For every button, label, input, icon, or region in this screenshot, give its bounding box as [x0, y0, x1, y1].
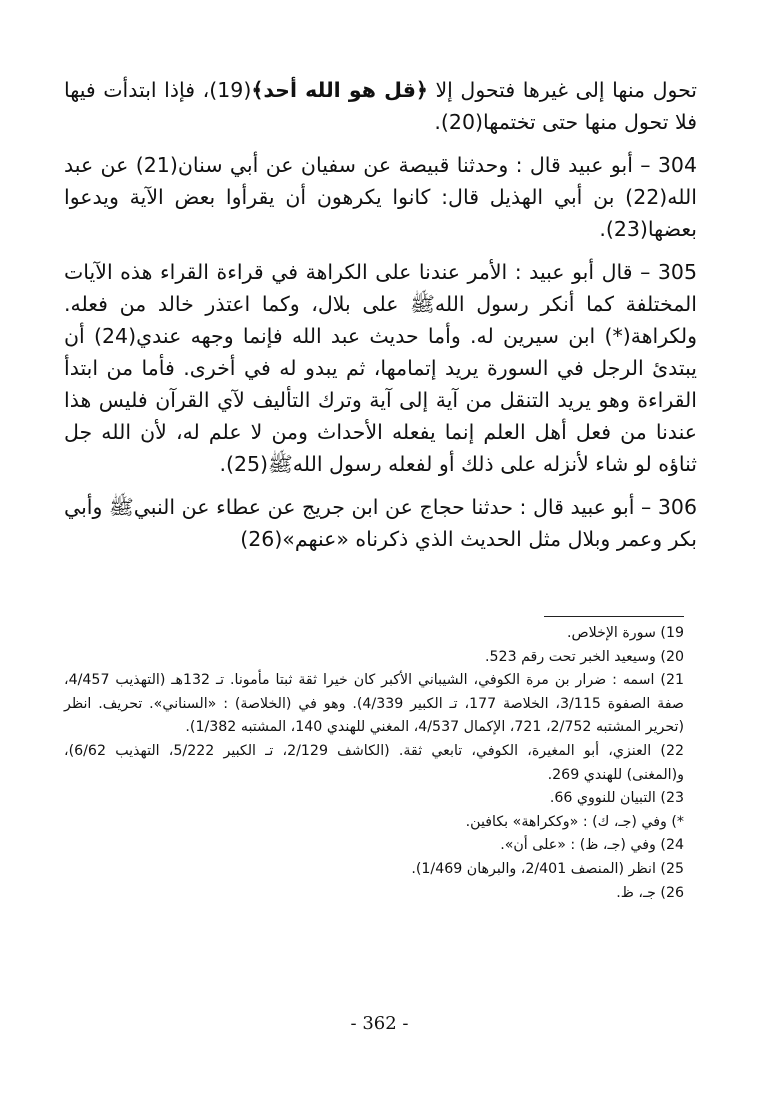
footnote-separator: [544, 616, 684, 617]
footnote-24: 24) وفي (جـ، ظ) : «على أن».: [500, 837, 684, 854]
footnote-22: 22) العنزي، أبو المغيرة، الكوفي، تابعي ثقة. (الكاشف 2/129، تـ الكبير 5/222، التهذيب 6/62)، و(المغنى) للهندي 269.: [64, 742, 684, 783]
continuation-text-before: تحول منها إلى غيرها فتحول إلا: [427, 78, 698, 102]
page-number: - 362 -: [350, 1013, 409, 1034]
paragraph-305: 305 – قال أبو عبيد : الأمر عندنا على الكراهة في قراءة القراء هذه الآيات المختلفة كما أنكر رسول اللهﷺ على بلال، وكما اعتذر خالد من فعله. ولكراهة(*) ابن سيرين له. وأما حديث عبد الله فإنما وجهه عندي(24) أن يبتدئ الرجل في السورة يريد إتمامها، ثم يبدو له في أخرى. فأما من ابتدأ القراءة وهو يريد التنقل من آية إلى آية وترك التأليف لآي القرآن فليس هذا عندنا من فعل أهل العلم إنما يفعله الأحداث ومن لا علم له، لأن الله جل ثناؤه لو شاء لأنزله على ذلك أو لفعله رسول اللهﷺ(25).: [64, 260, 698, 476]
footnote-26: 26) جـ، ظ.: [616, 884, 684, 901]
footnotes: [64, 622, 684, 905]
quran-quote: ﴿قل هو الله أحد﴾: [251, 78, 428, 102]
footnote-20: 20) وسيعيد الخبر تحت رقم 523.: [485, 648, 684, 665]
footnote-star: *) وفي (جـ، ك) : «وككراهة» بكافين.: [465, 813, 684, 830]
footnote-25: 25) انظر (المنصف 2/401، والبرهان 1/469).: [411, 860, 684, 877]
continuation-text-after: (19)، فإذا ابتدأت فيها فلا تحول منها حتى تختمها(20).: [64, 78, 697, 134]
main-text: [64, 74, 697, 555]
paragraph-continuation: [64, 74, 697, 138]
paragraph-306: 306 – أبو عبيد قال : حدثنا حجاج عن ابن جريج عن عطاء عن النبيﷺ وأبي بكر وعمر وبلال مثل الحديث الذي ذكرناه «عنهم»(26): [64, 495, 697, 551]
paragraph-304: 304 – أبو عبيد قال : وحدثنا قبيصة عن سفيان عن أبي سنان(21) عن عبد الله(22) بن أبي الهذيل قال: كانوا يكرهون أن يقرأوا بعض الآية ويدعوا بعضها(23).: [64, 153, 697, 241]
footnote-21: 21) اسمه : ضرار بن مرة الكوفي، الشيباني الأكبر كان خيرا ثقة ثبتا مأمونا. تـ 132هـ (التهذيب 4/457، صفة الصفوة 3/115، الخلاصة 177، تـ الكبير 4/339). وهو في (الخلاصة) : «السناني». تحريف. انظر (تحرير المشتبه 2/752، 721، الإكمال 4/537، المغني للهندي 140، المشتبه 1/382).: [64, 672, 684, 736]
footnote-23: 23) التبيان للنووي 66.: [549, 790, 684, 807]
footnote-19: 19) سورة الإخلاص.: [566, 625, 684, 641]
